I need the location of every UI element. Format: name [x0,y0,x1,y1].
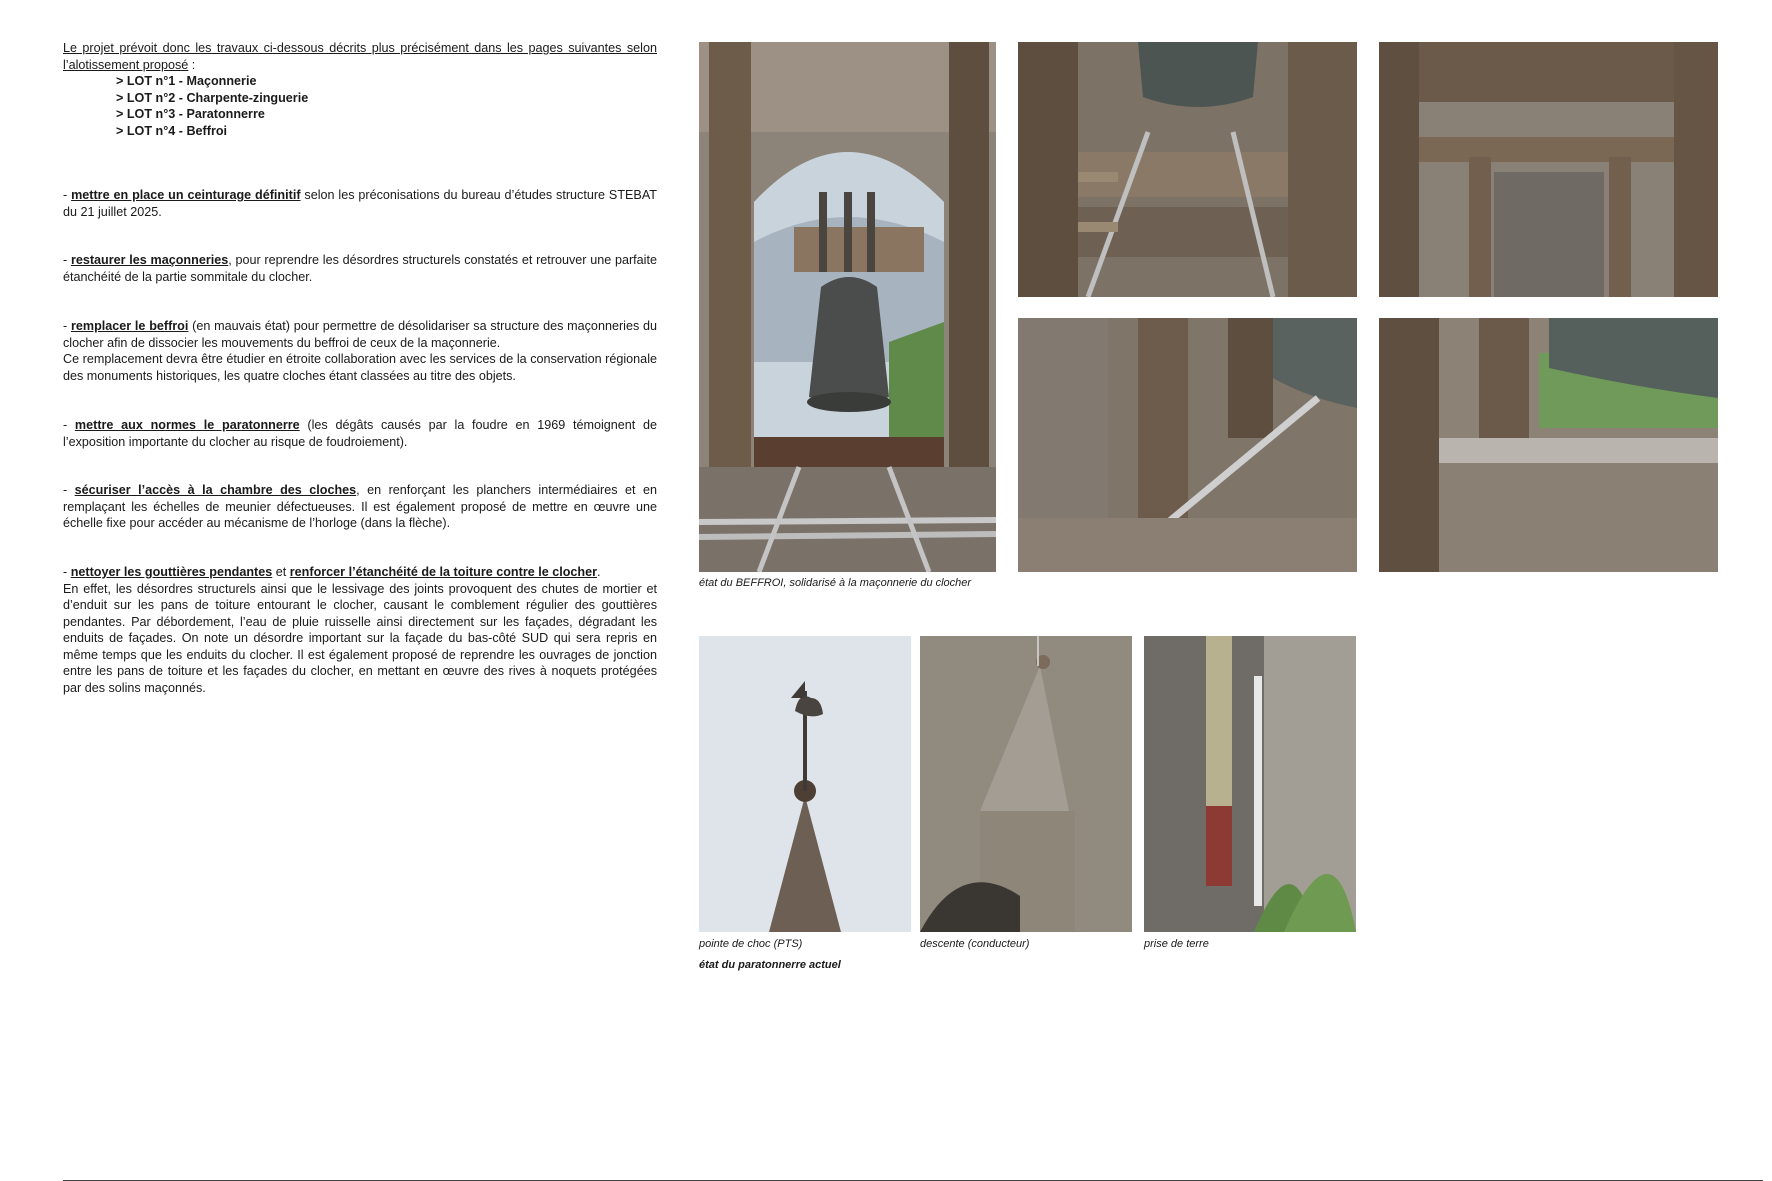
intro-block [63,40,657,139]
item-text: , pour reprendre les désordres structurels constatés et retrouver une parfaite étanchéité de la partie sommitale du clocher. [63,253,657,284]
item-dash: - [63,319,71,333]
bell-floor-image [1018,42,1357,297]
photo-ground [1144,636,1356,932]
item-text: . [597,565,601,579]
item-middle: et [272,565,290,579]
item-text: (les dégâts causés par la foudre en 1969 témoignent de l’exposition importante du clocher au risque de foudroiement). [63,418,657,449]
lot-item-1: > LOT n°1 - Maçonnerie [116,74,257,88]
photo-bell-floor [1018,42,1357,297]
item-keyword: sécuriser l’accès à la chambre des cloches [74,483,357,497]
item-keyword: restaurer les maçonneries [70,253,229,267]
lot-list [116,73,657,139]
work-item-paratonnerre [63,417,657,450]
pinnacle-image [920,636,1132,932]
lot-item-3: > LOT n°3 - Paratonnerre [116,107,265,121]
beam-rod-image [1018,318,1357,572]
work-item-ceinturage [63,187,657,220]
item-dash: - [63,565,71,579]
item-dash: - [63,483,75,497]
photo-floor-frame [1379,42,1718,297]
intro-text: Le projet prévoit donc les travaux ci-dessous décrits plus précisément dans les pages suivantes selon l’alotissement proposé [63,41,657,72]
intro-suffix: : [188,57,196,72]
photo-corner-bell [1379,318,1718,572]
item-keyword: nettoyer les gouttières pendantes [70,565,273,579]
photo-beam-rod [1018,318,1357,572]
lot-item-4: > LOT n°4 - Beffroi [116,123,228,138]
caption-beffroi: état du BEFFROI, solidarisé à la maçonnerie du clocher [699,577,972,589]
corner-bell-image [1379,318,1718,572]
work-item-maconneries [63,252,657,285]
photo-spire [699,636,911,932]
item-extra: En effet, les désordres structurels ainsi que le lessivage des joints provoquent des chutes de mortier et d’enduit sur les pans de toiture entourant le clocher, causant le comblement régulier des gouttières pendantes. Par débordement, l’eau de pluie ruisselle ainsi directement sur les façades, dégradant les enduits de façades. On note un désordre important sur la façade du bas-côté SUD qui sera repris en même temps que les enduits du clocher. Il est également proposé de reprendre les ouvrages de jonction entre les pans de toiture et les façades du clocher, en mettant en œuvre des rives à noquets protégées par des solins maçonnés. [63,581,657,695]
photo-bell-arch [699,42,996,572]
item-keyword: remplacer le beffroi [70,319,189,333]
lot-item-2: > LOT n°2 - Charpente-zinguerie [116,90,309,105]
item-keyword-2: renforcer l’étanchéité de la toiture contre le clocher [289,565,598,579]
item-text: selon les préconisations du bureau d’études structure STEBAT du 21 juillet 2025. [63,188,657,219]
item-text: (en mauvais état) pour permettre de désolidariser sa structure des maçonneries du clocher afin de dissocier les mouvements du beffroi de ceux de la maçonnerie. [63,319,658,350]
work-item-acces [63,482,657,532]
floor-frame-image [1379,42,1718,297]
spire-image [699,636,911,932]
item-text: , en renforçant les planchers intermédiaires et en remplaçant les échelles de meunier défectueuses. Il est également proposé de mettre en œuvre une échelle fixe pour accéder au mécanisme de l’horloge (dans la flèche). [63,483,657,530]
caption-descente: descente (conducteur) [920,938,1030,950]
item-dash: - [63,418,75,432]
bell-arch-image [699,42,996,572]
caption-pts: pointe de choc (PTS) [699,938,803,950]
caption-terre: prise de terre [1144,938,1209,950]
item-extra: Ce remplacement devra être étudier en étroite collaboration avec les services de la conservation régionale des monuments historiques, les quatre cloches étant classées au titre des objets. [63,352,657,383]
ground-image [1144,636,1356,932]
item-keyword: mettre en place un ceinturage définitif [71,188,301,202]
item-keyword: mettre aux normes le paratonnerre [74,418,300,432]
item-dash: - [63,188,72,202]
work-item-beffroi [63,318,657,384]
caption-paratonnerre: état du paratonnerre actuel [699,959,841,971]
work-item-gouttieres [63,564,657,696]
item-dash: - [63,253,71,267]
photo-pinnacle [920,636,1132,932]
